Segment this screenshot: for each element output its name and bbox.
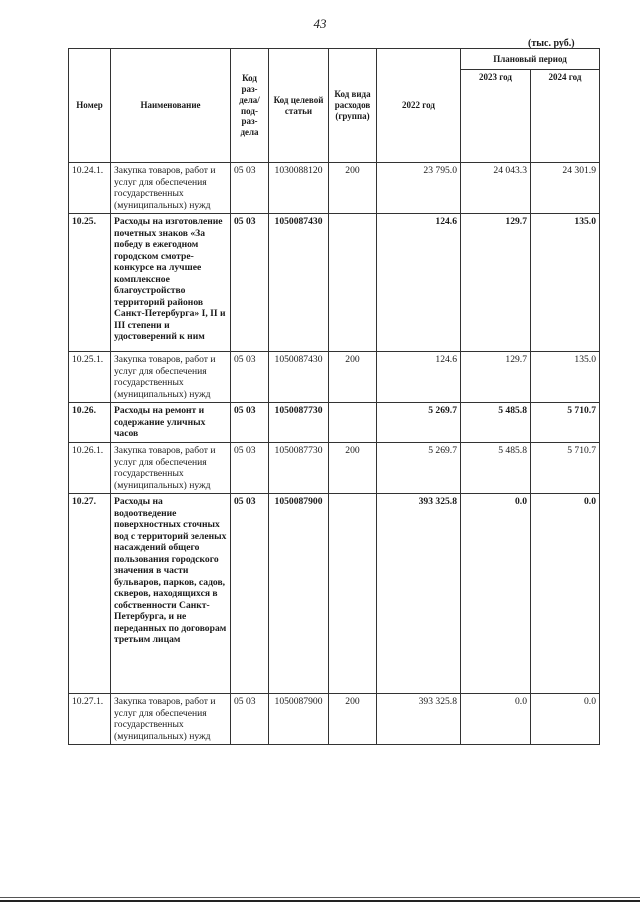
row-name: Закупка товаров, работ и услуг для обеспечения государственных (муниципальных) нужд [111, 163, 231, 214]
row-target-code: 1050087430 [269, 214, 329, 352]
row-target-code: 1050087730 [269, 403, 329, 443]
row-name: Закупка товаров, работ и услуг для обеспечения государственных (муниципальных) нужд [111, 694, 231, 745]
row-section-code: 05 03 [231, 694, 269, 745]
row-value-2023: 5 485.8 [461, 403, 531, 443]
row-number: 10.25.1. [69, 352, 111, 403]
row-value-2024: 5 710.7 [531, 443, 600, 494]
row-expense-code: 200 [329, 352, 377, 403]
row-value-2022: 393 325.8 [377, 494, 461, 694]
table-row [69, 163, 600, 214]
bottom-divider-thick [0, 900, 640, 902]
row-number: 10.26. [69, 403, 111, 443]
row-target-code: 1050087900 [269, 494, 329, 694]
row-section-code: 05 03 [231, 494, 269, 694]
header-2024: 2024 год [531, 70, 600, 163]
row-section-code: 05 03 [231, 163, 269, 214]
header-section: Код раз-дела/ под-раз-дела [231, 49, 269, 163]
row-name: Закупка товаров, работ и услуг для обеспечения государственных (муниципальных) нужд [111, 443, 231, 494]
row-value-2022: 5 269.7 [377, 403, 461, 443]
page-number: 43 [313, 16, 327, 31]
header-planned-period: Плановый период [461, 49, 600, 70]
row-value-2023: 0.0 [461, 694, 531, 745]
header-name: Наименование [111, 49, 231, 163]
row-target-code: 1030088120 [269, 163, 329, 214]
header-2023: 2023 год [461, 70, 531, 163]
row-value-2023: 129.7 [461, 214, 531, 352]
row-value-2022: 5 269.7 [377, 443, 461, 494]
table-row [69, 214, 600, 352]
row-value-2024: 5 710.7 [531, 403, 600, 443]
row-section-code: 05 03 [231, 214, 269, 352]
row-expense-code: 200 [329, 694, 377, 745]
row-name: Расходы на ремонт и содержание уличных часов [111, 403, 231, 443]
table-row [69, 494, 600, 694]
row-number: 10.24.1. [69, 163, 111, 214]
header-2022: 2022 год [377, 49, 461, 163]
row-value-2024: 0.0 [531, 494, 600, 694]
row-value-2024: 135.0 [531, 214, 600, 352]
row-number: 10.27. [69, 494, 111, 694]
row-section-code: 05 03 [231, 403, 269, 443]
row-value-2024: 24 301.9 [531, 163, 600, 214]
header-number: Номер [69, 49, 111, 163]
units-label: (тыс. руб.) [528, 38, 575, 49]
row-name: Расходы на водоотведение поверхностных сточных вод с территорий зеленых насаждений общего пользования городского значения в части бульваров, парков, садов, скверов, находящихся в собственности Санкт-Петербурга, и не переданных по договорам третьим лицам [111, 494, 231, 694]
table-row [69, 403, 600, 443]
row-name: Расходы на изготовление почетных знаков «За победу в ежегодном городском смотре-конкурсе на лучшее комплексное благоустройство территорий районов Санкт-Петербурга» I, II и III степени и удостоверений к ним [111, 214, 231, 352]
row-number: 10.26.1. [69, 443, 111, 494]
row-value-2022: 124.6 [377, 352, 461, 403]
row-value-2023: 5 485.8 [461, 443, 531, 494]
table-row [69, 694, 600, 745]
row-value-2022: 124.6 [377, 214, 461, 352]
budget-table [68, 48, 600, 745]
row-value-2022: 23 795.0 [377, 163, 461, 214]
table-row [69, 443, 600, 494]
row-value-2022: 393 325.8 [377, 694, 461, 745]
row-target-code: 1050087900 [269, 694, 329, 745]
bottom-divider [0, 897, 640, 898]
row-value-2023: 24 043.3 [461, 163, 531, 214]
row-value-2023: 0.0 [461, 494, 531, 694]
header-target: Код целевой статьи [269, 49, 329, 163]
row-expense-code [329, 403, 377, 443]
row-target-code: 1050087730 [269, 443, 329, 494]
row-value-2024: 135.0 [531, 352, 600, 403]
row-expense-code: 200 [329, 163, 377, 214]
header-expense-type: Код вида расходов (группа) [329, 49, 377, 163]
row-section-code: 05 03 [231, 443, 269, 494]
row-number: 10.27.1. [69, 694, 111, 745]
row-expense-code [329, 214, 377, 352]
row-number: 10.25. [69, 214, 111, 352]
row-expense-code: 200 [329, 443, 377, 494]
row-value-2024: 0.0 [531, 694, 600, 745]
row-expense-code [329, 494, 377, 694]
row-value-2023: 129.7 [461, 352, 531, 403]
row-section-code: 05 03 [231, 352, 269, 403]
table-row [69, 352, 600, 403]
row-name: Закупка товаров, работ и услуг для обеспечения государственных (муниципальных) нужд [111, 352, 231, 403]
row-target-code: 1050087430 [269, 352, 329, 403]
